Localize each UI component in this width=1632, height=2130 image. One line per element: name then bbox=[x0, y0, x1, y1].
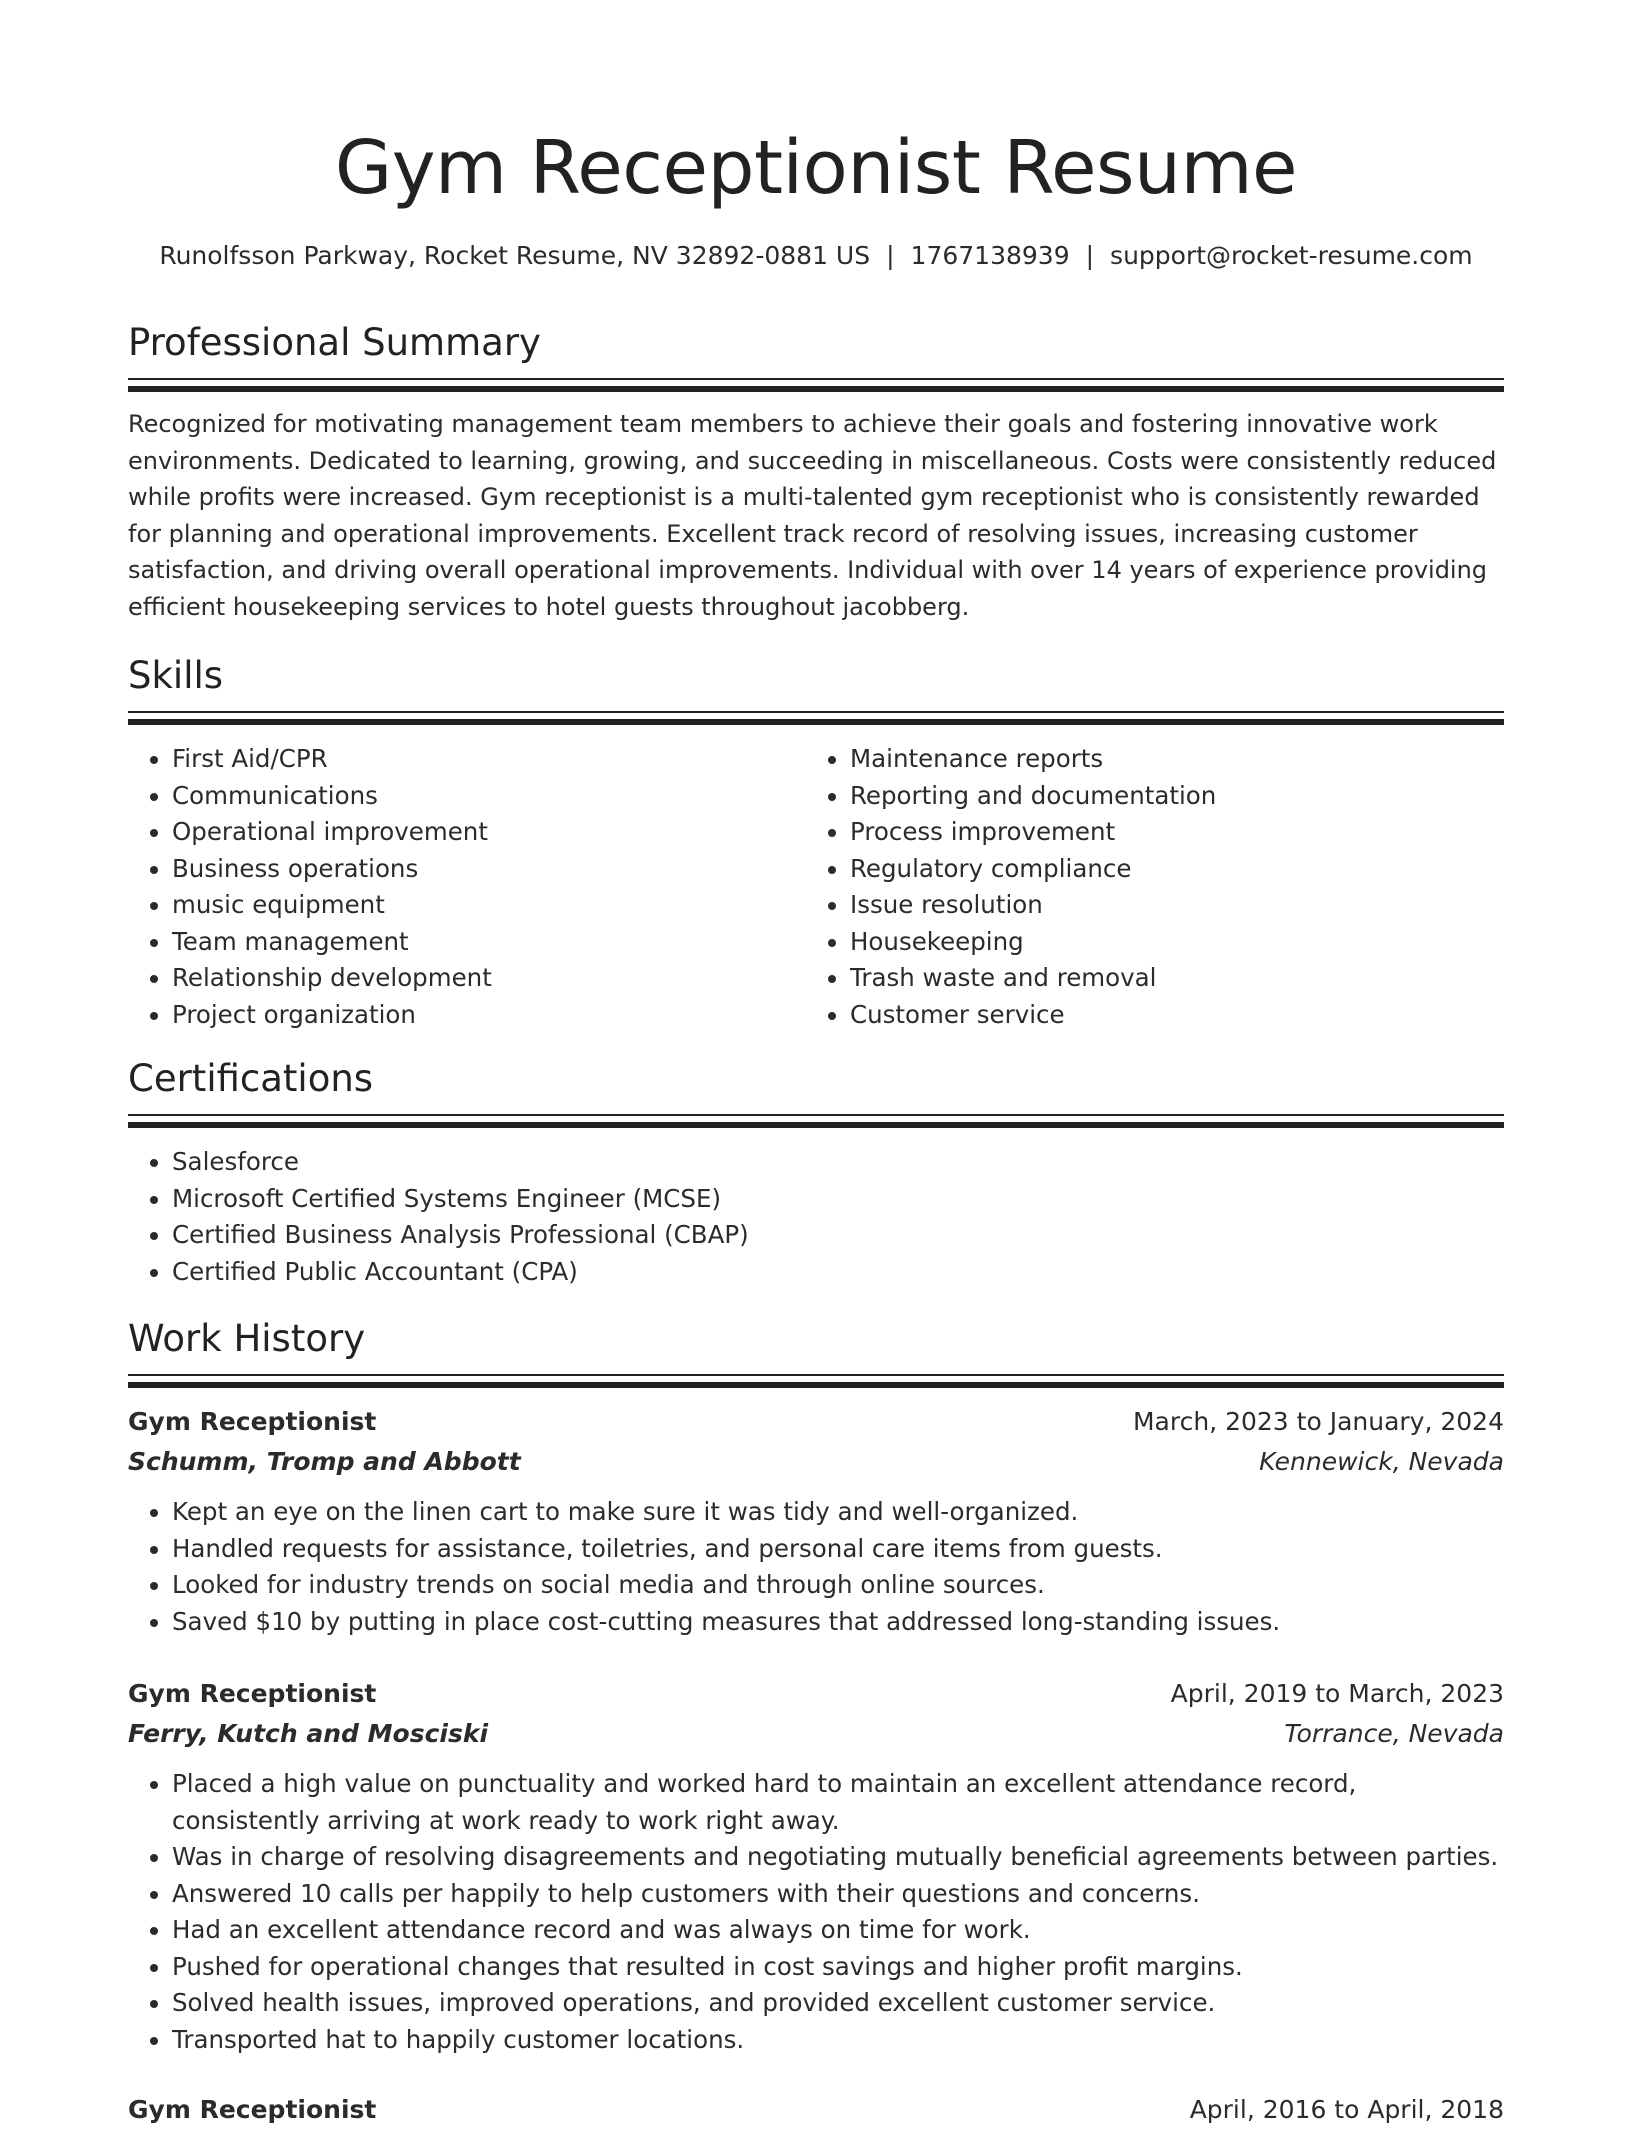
list-item: • music equipment bbox=[172, 887, 806, 924]
job-company: Schumm, Tromp and Abbott bbox=[128, 1447, 521, 1476]
list-item: • Customer service bbox=[850, 997, 1484, 1034]
list-item: • Transported hat to happily customer locations. bbox=[172, 2022, 1504, 2059]
job-company: Ferry, Kutch and Mosciski bbox=[128, 1719, 489, 1748]
list-item: • Certified Business Analysis Professional (CBAP) bbox=[172, 1217, 1504, 1254]
section-heading: Skills bbox=[128, 654, 224, 697]
section-heading: Work History bbox=[128, 1317, 366, 1360]
list-item: • Kept an eye on the linen cart to make sure it was tidy and well-organized. bbox=[172, 1494, 1504, 1531]
list-item: • Process improvement bbox=[850, 814, 1484, 851]
list-item: • Microsoft Certified Systems Engineer (MCSE) bbox=[172, 1181, 1504, 1218]
section-divider bbox=[128, 1114, 1504, 1130]
list-item: • Salesforce bbox=[172, 1144, 1504, 1181]
job-title: Gym Receptionist bbox=[128, 1679, 377, 1708]
list-item: • Was in charge of resolving disagreements and negotiating mutually beneficial agreements between parties. bbox=[172, 1839, 1504, 1876]
list-item: • Answered 10 calls per happily to help customers with their questions and concerns. bbox=[172, 1876, 1504, 1913]
summary-text: Recognized for motivating management team members to achieve their goals and fostering innovative work environments. Dedicated to learning, growing, and succeeding in miscellaneous. Costs were consistently reduced while profits were increased. Gym receptionist is a multi-talented gym receptionist who is consistently rewarded for planning and operational improvements. Excellent track record of resolving issues, increasing customer satisfaction, and driving overall operational improvements. Individual with over 14 years of experience providing efficient housekeeping services to hotel guests throughout jacobberg. bbox=[128, 410, 1497, 621]
contact-phone: 1767138939 bbox=[910, 241, 1070, 270]
contact-separator: | bbox=[886, 241, 895, 270]
section-certifications bbox=[128, 1054, 1504, 1290]
job-entry bbox=[128, 1402, 1504, 1640]
list-item: • Project organization bbox=[172, 997, 806, 1034]
job-entry bbox=[128, 1674, 1504, 2058]
list-item: • Maintenance reports bbox=[850, 741, 1484, 778]
list-item: • Communications bbox=[172, 778, 806, 815]
section-divider bbox=[128, 1374, 1504, 1390]
list-item: • Reporting and documentation bbox=[850, 778, 1484, 815]
job-header bbox=[128, 2090, 1504, 2130]
list-item: • Issue resolution bbox=[850, 887, 1484, 924]
job-dates: March, 2023 to January, 2024 bbox=[1132, 1407, 1504, 1436]
contact-email: support@rocket-resume.com bbox=[1110, 241, 1473, 270]
list-item: • Operational improvement bbox=[172, 814, 806, 851]
list-item: • Had an excellent attendance record and was always on time for work. bbox=[172, 1912, 1504, 1949]
list-item: • Regulatory compliance bbox=[850, 851, 1484, 888]
contact-separator: | bbox=[1085, 241, 1095, 270]
section-divider bbox=[128, 378, 1504, 394]
contact-address: Runolfsson Parkway, Rocket Resume, NV 32892-0881 US bbox=[159, 241, 871, 270]
list-item: • Looked for industry trends on social media and through online sources. bbox=[172, 1567, 1504, 1604]
job-title: Gym Receptionist bbox=[128, 1407, 377, 1436]
list-item: • Certified Public Accountant (CPA) bbox=[172, 1254, 1504, 1291]
section-work-history bbox=[128, 1314, 1504, 1390]
section-divider bbox=[128, 711, 1504, 727]
contact-line bbox=[128, 238, 1504, 274]
skills-column-left bbox=[128, 741, 806, 1033]
job-header bbox=[128, 1674, 1504, 1714]
skills-list-left bbox=[128, 741, 806, 1033]
job-subheader bbox=[128, 1714, 1504, 1754]
job-header bbox=[128, 1402, 1504, 1442]
list-item: • Pushed for operational changes that resulted in cost savings and higher profit margins. bbox=[172, 1949, 1504, 1986]
list-item: • Saved $10 by putting in place cost-cutting measures that addressed long-standing issues. bbox=[172, 1604, 1504, 1641]
section-skills bbox=[128, 651, 1504, 1033]
section-summary bbox=[128, 318, 1504, 625]
list-item: • Trash waste and removal bbox=[850, 960, 1484, 997]
job-subheader bbox=[128, 1442, 1504, 1482]
list-item: • First Aid/CPR bbox=[172, 741, 806, 778]
list-item: • Relationship development bbox=[172, 960, 806, 997]
job-location: Torrance, Nevada bbox=[1284, 1719, 1504, 1748]
certifications-list bbox=[128, 1144, 1504, 1290]
section-heading: Certifications bbox=[128, 1057, 374, 1100]
skills-column-right bbox=[806, 741, 1484, 1033]
job-title: Gym Receptionist bbox=[128, 2095, 377, 2124]
list-item: • Solved health issues, improved operations, and provided excellent customer service. bbox=[172, 1985, 1504, 2022]
skills-list-right bbox=[806, 741, 1484, 1033]
job-entry bbox=[128, 2090, 1504, 2130]
list-item: • Team management bbox=[172, 924, 806, 961]
list-item: • Handled requests for assistance, toiletries, and personal care items from guests. bbox=[172, 1531, 1504, 1568]
page-title: Gym Receptionist Resume bbox=[334, 125, 1298, 211]
job-dates: April, 2019 to March, 2023 bbox=[1170, 1679, 1504, 1708]
job-location: Kennewick, Nevada bbox=[1259, 1447, 1504, 1476]
section-heading: Professional Summary bbox=[128, 321, 541, 364]
list-item: • Business operations bbox=[172, 851, 806, 888]
skills-grid bbox=[128, 741, 1504, 1033]
job-bullet-list bbox=[128, 1494, 1504, 1640]
list-item: • Housekeeping bbox=[850, 924, 1484, 961]
job-bullet-list bbox=[128, 1766, 1504, 2058]
job-dates: April, 2016 to April, 2018 bbox=[1189, 2095, 1504, 2124]
list-item: • Placed a high value on punctuality and worked hard to maintain an excellent attendance record, consistently arriving at work ready to work right away. bbox=[172, 1766, 1504, 1839]
